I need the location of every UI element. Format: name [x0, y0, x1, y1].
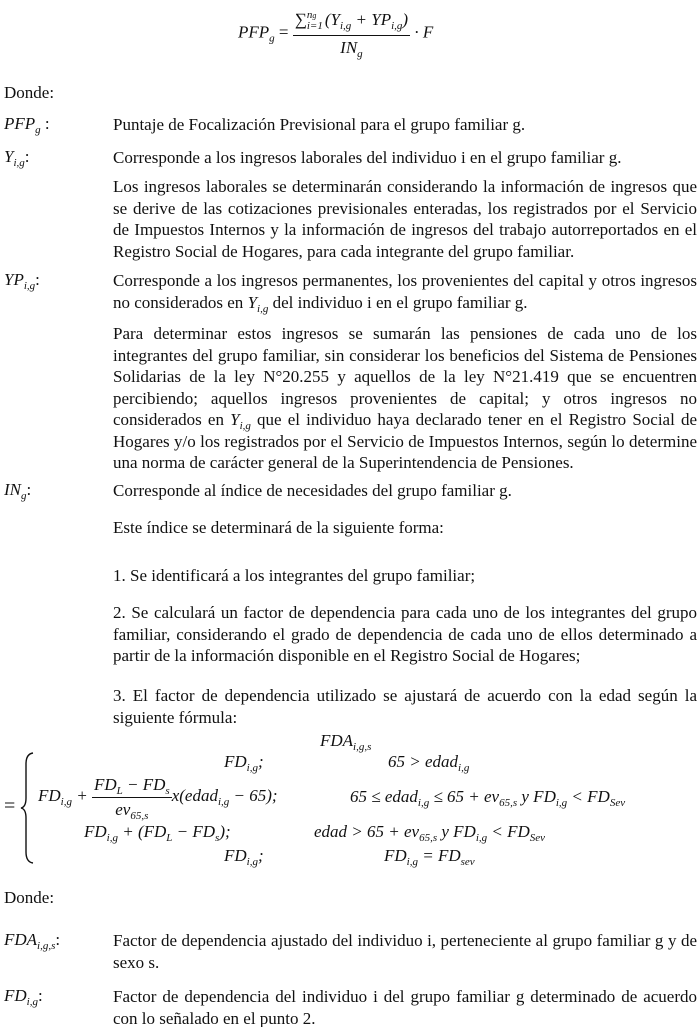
term-fda: $FDA_{i,g,s}$: [4, 930, 61, 952]
donde-label: Donde: [4, 83, 55, 102]
def-yp-detail: Para determinar estos ingresos se sumarán las pensiones de cada uno de los integrantes del grupo familiar, sin considerar los beneficios del Sistema de Pensiones Solidarias de la ley N°20.255 y aquellos de la ley N°21.419 que se encuentren percibiendo; aquellos ingresos provenientes de capital; y otros ingresos no considerados en $Y_{i,g}$ que el individuo haya declarado tener en el Registro Social de Hogares y/o los registrados por el Servicio de Impuestos Internos, según lo determine una norma de carácter general de la Superintendencia de Pensiones. [113, 324, 697, 472]
term-y: $Y_{i,g}$: [4, 147, 30, 169]
donde-label-2: Donde: [4, 888, 55, 907]
term-in: $IN_g$: [4, 480, 32, 502]
term-yp: $YP_{i,g}$: [4, 270, 40, 292]
case1-cond: 65 > edad$_{i,g}$ [388, 752, 470, 774]
term-pfp: $PFP_g$ : [4, 114, 50, 136]
step-1: 1. Se identificará a los integrantes del grupo familiar; [113, 566, 476, 585]
equals-sign: = [4, 795, 16, 817]
pfp-formula: $PFP_g$ = ∑ ng i=1 $(Y_{i,g} + YP_{i,g})$ $IN_g$ · F [238, 9, 434, 60]
case4-expr: $FD_{i,g}$; [224, 846, 264, 868]
def-fd: Factor de dependencia del individuo i del grupo familiar g determinado de acuerdo con lo señalado en el punto 2. [113, 987, 697, 1027]
fda-lhs: $FDA_{i,g,s}$ [320, 731, 372, 753]
case3-expr: $FD_{i,g} + (FD_L - FD_s)$; [84, 822, 231, 844]
def-yp: Corresponde a los ingresos permanentes, los provenientes del capital y otros ingresos no considerados en $Y_{i,g}$ del individuo i en el grupo familiar g. [113, 271, 697, 315]
def-fda: Factor de dependencia ajustado del individuo i, perteneciente al grupo familiar g y de sexo s. [113, 931, 697, 972]
case1-expr: $FD_{i,g}$; [224, 752, 264, 774]
case2-cond: 65 ≤ edad$_{i,g}$ ≤ $65 + ev_{65,s}$ y $FD_{i,g} < FD_{Sev}$ [350, 787, 626, 809]
case4-cond: $FD_{i,g} = FD_{sev}$ [384, 846, 475, 868]
case3-cond: edad > $65 + ev_{65,s}$ y $FD_{i,g} < FD_{Sev}$ [314, 822, 546, 844]
def-in-detail: Este índice se determinará de la siguiente forma: [113, 518, 444, 537]
def-y-detail: Los ingresos laborales se determinarán considerando la información de ingresos que se derive de las cotizaciones previsionales enteradas, los registrados por el Servicio de Impuestos Internos y la información de ingresos del trabajo autorreportados en el Registro Social de Hogares, para cada integrante del grupo familiar. [113, 177, 697, 261]
step-2: 2. Se calculará un factor de dependencia para cada uno de los integrantes del grupo familiar, considerando el grado de dependencia de cada uno de ellos determinado a partir de la información disponible en el Registro Social de Hogares; [113, 603, 697, 665]
step-3: 3. El factor de dependencia utilizado se ajustará de acuerdo con la edad según la siguiente fórmula: [113, 686, 697, 727]
def-pfp: Puntaje de Focalización Previsional para el grupo familiar g. [113, 115, 526, 134]
def-y: Corresponde a los ingresos laborales del individuo i en el grupo familiar g. [113, 148, 622, 167]
def-in: Corresponde al índice de necesidades del grupo familiar g. [113, 481, 512, 500]
term-fd: $FD_{i,g}$: [4, 986, 43, 1008]
brace-icon [20, 752, 34, 864]
case2-expr: $FD_{i,g}$ + $\frac{FD_L - FD_s}{ev_{65,s}}$ x(edad$_{i,g}$ − 65); [38, 775, 278, 822]
